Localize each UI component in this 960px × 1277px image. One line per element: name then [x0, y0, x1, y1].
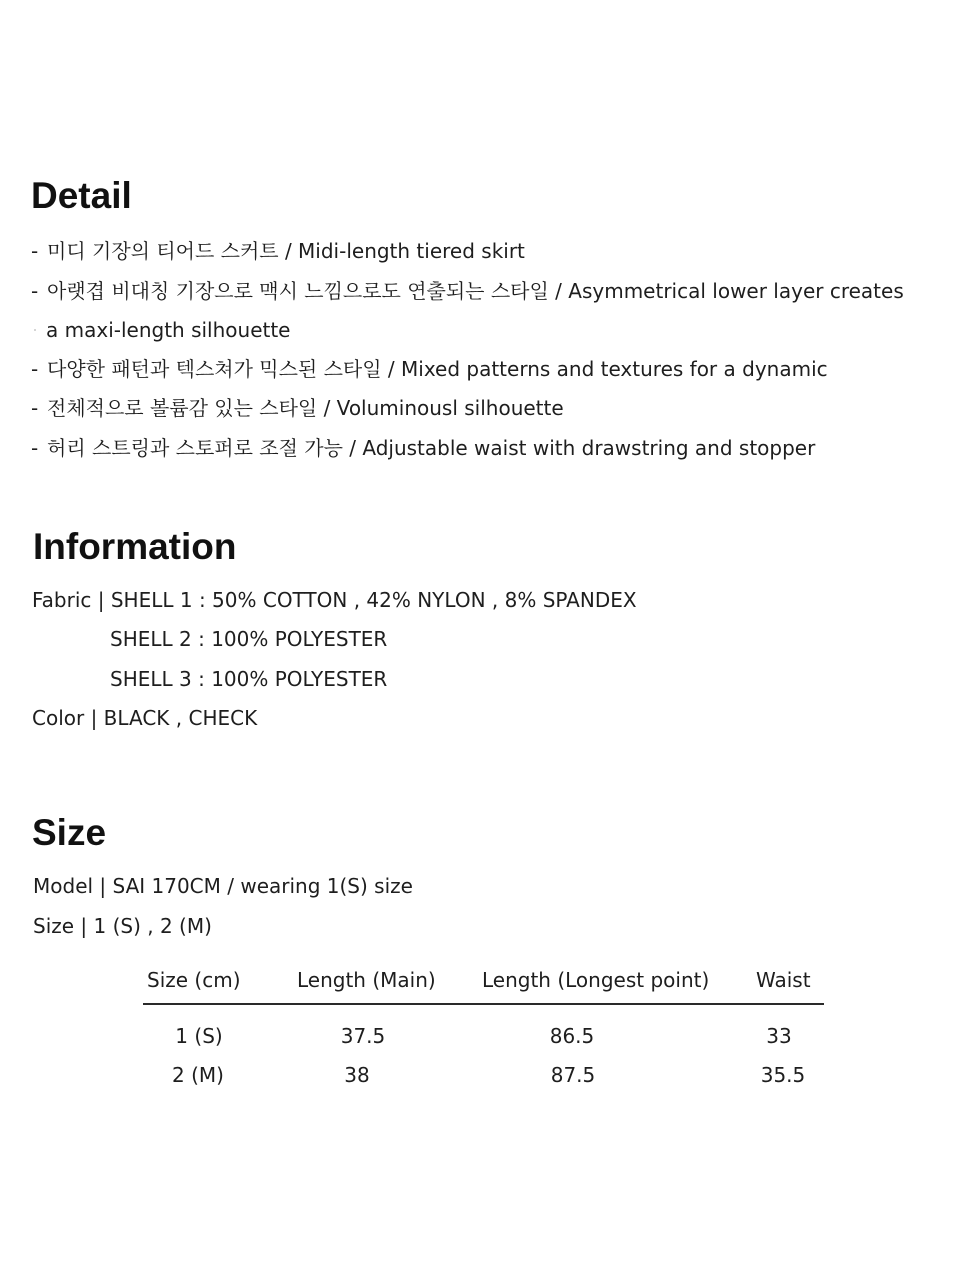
detail-item-continuation-text: a maxi-length silhouette	[46, 318, 291, 342]
color-line: Color | BLACK , CHECK	[32, 706, 258, 730]
detail-item	[31, 435, 815, 461]
table-header-size: Size (cm)	[147, 968, 241, 992]
continuation-dot	[34, 329, 36, 331]
fabric-line: Fabric | SHELL 1 : 50% COTTON , 42% NYLON , 8% SPANDEX	[32, 588, 637, 612]
detail-item-text: 허리 스트링과 스토퍼로 조절 가능 / Adjustable waist with drawstring and stopper	[47, 436, 816, 460]
table-cell-length-main: 37.5	[340, 1024, 386, 1048]
dash: -	[31, 436, 39, 460]
table-cell-waist: 33	[766, 1024, 792, 1048]
dash: -	[31, 357, 39, 381]
table-header-length-longest: Length (Longest point)	[482, 968, 710, 992]
model-line: Model | SAI 170CM / wearing 1(S) size	[33, 874, 413, 898]
table-header-length-main: Length (Main)	[297, 968, 436, 992]
fabric-shell2: SHELL 2 : 100% POLYESTER	[110, 627, 388, 651]
table-header-waist: Waist	[756, 968, 811, 992]
detail-item-text: 미디 기장의 티어드 스커트 / Midi-length tiered skirt	[47, 239, 525, 263]
table-cell-waist: 35.5	[760, 1063, 806, 1087]
fabric-shell3: SHELL 3 : 100% POLYESTER	[110, 667, 388, 691]
detail-item	[31, 278, 904, 304]
table-header-divider	[143, 1003, 824, 1005]
detail-item-text: 아랫겹 비대칭 기장으로 맥시 느낌으로도 연출되는 스타일 / Asymmetrical lower layer creates	[47, 279, 904, 303]
detail-item	[31, 356, 828, 382]
table-cell-length-longest: 87.5	[550, 1063, 596, 1087]
detail-item	[31, 395, 564, 421]
dash: -	[31, 396, 39, 420]
dash: -	[31, 239, 39, 263]
detail-item-text: 다양한 패턴과 텍스쳐가 믹스된 스타일 / Mixed patterns and textures for a dynamic	[47, 357, 828, 381]
detail-heading: Detail	[31, 175, 132, 216]
detail-item-continuation	[31, 317, 431, 343]
table-cell-size: 2 (M)	[172, 1063, 224, 1087]
detail-item-text: 전체적으로 볼륨감 있는 스타일 / Voluminousl silhouette	[47, 396, 564, 420]
size-line: Size | 1 (S) , 2 (M)	[33, 914, 212, 938]
information-heading: Information	[33, 526, 237, 567]
detail-item	[31, 238, 525, 264]
table-cell-size: 1 (S)	[175, 1024, 223, 1048]
dash: -	[31, 279, 39, 303]
table-cell-length-longest: 86.5	[549, 1024, 595, 1048]
table-cell-length-main: 38	[344, 1063, 370, 1087]
size-heading: Size	[32, 812, 107, 853]
